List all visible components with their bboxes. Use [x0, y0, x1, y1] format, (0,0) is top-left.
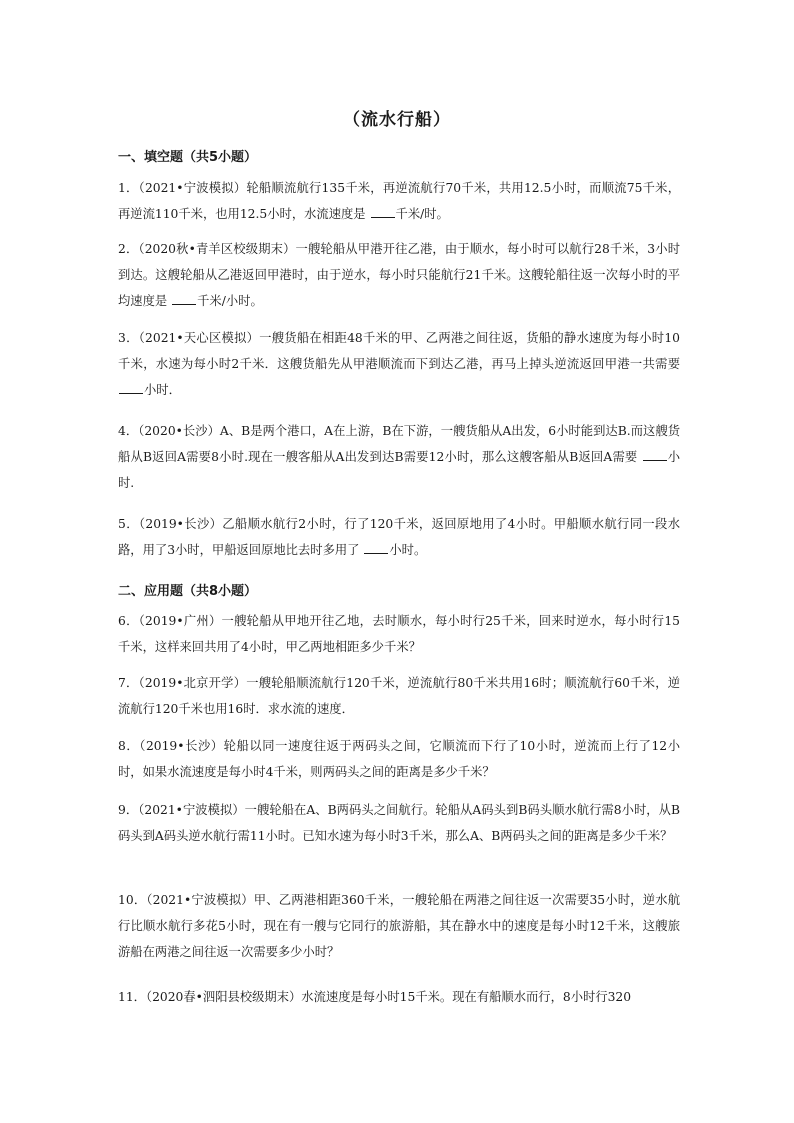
- answer-blank[interactable]: [172, 292, 196, 305]
- question-text: 3．（2021•天心区模拟）一艘货船在相距48千米的甲、乙两港之间往返，货船的静水速度为每小时10千米，水速为每小时2千米．这艘货船先从甲港顺流而下到达乙港，再马上掉头逆流返回甲港一共需要: [118, 331, 680, 372]
- question-text: 千米/小时。: [197, 294, 263, 309]
- question-10: 10．（2021•宁波模拟）甲、乙两港相距360千米，一艘轮船在两港之间往返一次需要35小时，逆水航行比顺水航行多花5小时，现在有一艘与它同行的旅游船，其在静水中的速度是每小时12千米，这艘旅游船在两港之间往返一次需要多少小时？: [118, 893, 680, 960]
- answer-blank[interactable]: [364, 541, 388, 554]
- question-text: 千米/时。: [395, 207, 449, 222]
- question-6: 6．（2019•广州）一艘轮船从甲地开往乙地，去时顺水，每小时行25千米，回来时逆水，每小时行15千米，这样来回共用了4小时，甲乙两地相距多少千米？: [118, 614, 680, 655]
- question-9: 9．（2021•宁波模拟）一艘轮船在A、B两码头之间航行。轮船从A码头到B码头顺水航行需8小时，从B码头到A码头逆水航行需11小时。已知水速为每小时3千米，那么A、B两码头之间的距离是多少千米？: [118, 803, 680, 844]
- question-3: [118, 325, 680, 404]
- question-4: [118, 418, 680, 497]
- answer-blank[interactable]: [643, 448, 667, 461]
- question-2: [118, 236, 680, 315]
- question-text: 4．（2020•长沙）A、B是两个港口，A在上游，B在下游，一艘货船从A出发，6小时能到达B.而这艘货船从B返回A需要8小时.现在一艘客船从A出发到达B需要12小时，那么这艘客船从B返回A需要: [118, 424, 680, 465]
- question-text: 5．（2019•长沙）乙船顺水航行2小时，行了120千米，返回原地用了4小时。甲船顺水航行同一段水路，用了3小时，甲船返回原地比去时多用了: [118, 517, 680, 558]
- question-11: 11．（2020春•泗阳县校级期末）水流速度是每小时15千米。现在有船顺水而行，8小时行320: [118, 990, 632, 1004]
- answer-blank[interactable]: [119, 381, 143, 394]
- question-text: 1．（2021•宁波模拟）轮船顺流航行135千米，再逆流航行70千米，共用12.5小时，而顺流75千米，再逆流110千米，也用12.5小时，水流速度是: [118, 181, 680, 222]
- question-7: 7．（2019•北京开学）一艘轮船顺流航行120千米，逆流航行80千米共用16时；顺流航行60千米，逆流航行120千米也用16时．求水流的速度．: [118, 676, 680, 717]
- section-heading-application: 二、应用题（共8小题）: [118, 584, 258, 599]
- question-1: [118, 175, 680, 227]
- question-text: 2．（2020秋•青羊区校级期末）一艘轮船从甲港开往乙港，由于顺水，每小时可以航行28千米，3小时到达。这艘轮船从乙港返回甲港时，由于逆水，每小时只能航行21千米。这艘轮船往返一次每小时的平均速度是: [118, 242, 680, 309]
- question-5: [118, 511, 680, 563]
- section-heading-fill-in: 一、填空题（共5小题）: [118, 150, 258, 165]
- question-text: 小时．: [144, 383, 181, 398]
- page-title: （流水行船）: [343, 110, 451, 130]
- answer-blank[interactable]: [371, 205, 395, 218]
- question-8: 8．（2019•长沙）轮船以同一速度往返于两码头之间，它顺流而下行了10小时，逆流而上行了12小时，如果水流速度是每小时4千米，则两码头之间的距离是多少千米？: [118, 739, 680, 780]
- question-text: 小时.: [118, 450, 680, 491]
- question-text: 小时。: [389, 543, 427, 558]
